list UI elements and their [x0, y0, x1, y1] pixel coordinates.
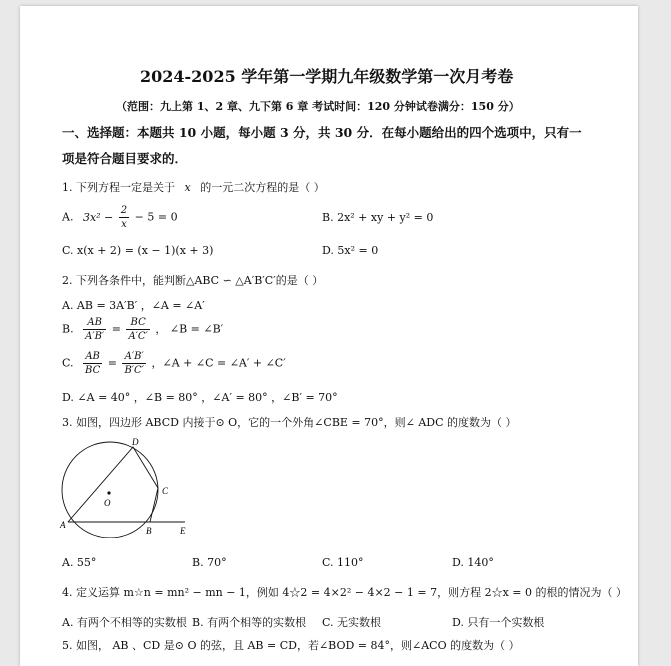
- q2-option-b: [62, 316, 223, 343]
- q3-option-a: A. 55°: [62, 556, 97, 569]
- q1-a-fraction: [119, 204, 129, 231]
- q2-b-f2-den: A′C′: [128, 331, 148, 342]
- q1-stem-a: 1. 下列方程一定是关于: [62, 181, 175, 194]
- q3-option-d: D. 140°: [452, 556, 494, 569]
- question-4-stem: 4. 定义运算 m☆n = mn² − mn − 1，例如 4☆2 = 4×2² − 4×2 − 1 = 7，则方程 2☆x = 0 的根的情况为（ ）: [62, 586, 627, 599]
- q2-c-f2-num: A′B′: [122, 350, 146, 364]
- q2-c-fraction-2: [122, 350, 146, 377]
- q2-option-d: D. ∠A = 40° ，∠B = 80° ，∠A′ = 80° ，∠B′ = 70°: [62, 391, 338, 404]
- q2-b-f2-num: BC: [126, 316, 149, 330]
- q2-c-f1-den: BC: [85, 365, 101, 376]
- label-b: B: [146, 526, 152, 536]
- section-heading-line2: 项是符合题目要求的．: [62, 151, 188, 166]
- q2-b-label: B.: [62, 322, 74, 336]
- q1-option-d: D. 5x² = 0: [322, 244, 379, 257]
- q2-c-post: ，∠A + ∠C = ∠A′ + ∠C′: [151, 356, 286, 370]
- center-point-o: [107, 491, 110, 494]
- q1-a-frac-num: 2: [120, 205, 128, 216]
- q1-a-frac-den: x: [121, 219, 127, 230]
- q3-option-c: C. 110°: [322, 556, 364, 569]
- question-5-stem: 5. 如图， AB 、CD 是⊙ O 的弦，且 AB = CD，若∠BOD = 84°，则∠ACO 的度数为（ ）: [62, 639, 520, 652]
- exam-subtitle: （范围：九上第 1、2 章、九下第 6 章 考试时间：120 分钟试卷满分：150 分）: [116, 100, 520, 113]
- label-d: D: [132, 437, 139, 447]
- section-heading-line1: 一、选择题：本题共 10 小题，每小题 3 分，共 30 分．在每小题给出的四个选项中，只有一: [62, 125, 582, 140]
- q2-c-f1-num: AB: [83, 350, 102, 364]
- question-1-stem: [62, 179, 325, 195]
- q4-option-a: A. 有两个不相等的实数根: [62, 616, 187, 629]
- q1-var: x: [184, 181, 191, 194]
- q2-b-fraction-2: [126, 316, 149, 343]
- q2-b-post: ， ∠B = ∠B′: [155, 322, 224, 336]
- label-a: A: [60, 520, 66, 530]
- q4-option-c: C. 无实数根: [322, 616, 382, 629]
- q3-figure-circle-quadrilateral: [58, 436, 198, 538]
- q4-option-b: B. 有两个相等的实数根: [192, 616, 307, 629]
- q2-c-fraction-1: [83, 350, 102, 377]
- q1-option-c: C. x(x + 2) = (x − 1)(x + 3): [62, 244, 214, 257]
- q2-b-f1-num: AB: [83, 316, 106, 330]
- q2-option-a: A. AB = 3A′B′ ，∠A = ∠A′: [62, 299, 205, 312]
- q2-c-label: C.: [62, 356, 74, 370]
- q2-option-c: [62, 350, 286, 377]
- q1-stem-b: 的一元二次方程的是（ ）: [200, 181, 325, 194]
- q3-option-b: B. 70°: [192, 556, 227, 569]
- exam-page: [20, 6, 638, 666]
- label-c: C: [162, 486, 169, 496]
- q1-a-label: A.: [62, 210, 74, 224]
- circle-o: [62, 442, 158, 538]
- q2-c-f2-den: B′C′: [124, 365, 144, 376]
- q1-a-post: − 5 = 0: [134, 210, 178, 224]
- question-2-stem: 2. 下列各条件中，能判断△ABC ∽ △A′B′C′的是（ ）: [62, 274, 324, 287]
- q2-c-equals: =: [107, 356, 117, 370]
- q1-option-b: B. 2x² + xy + y² = 0: [322, 211, 434, 224]
- exam-title: 2024-2025 学年第一学期九年级数学第一次月考卷: [140, 67, 514, 86]
- q2-b-f1-den: A′B′: [85, 331, 105, 342]
- q2-b-equals: =: [111, 322, 121, 336]
- q1-a-pre: 3x² −: [82, 210, 114, 224]
- question-3-stem: 3. 如图，四边形 ABCD 内接于⊙ O，它的一个外角∠CBE = 70°，则∠ ADC 的度数为（ ）: [62, 416, 517, 429]
- q4-option-d: D. 只有一个实数根: [452, 616, 545, 629]
- q1-option-a: [62, 204, 178, 231]
- label-e: E: [180, 526, 186, 536]
- quadrilateral-abcd: [68, 447, 158, 522]
- label-o: O: [104, 498, 111, 508]
- q2-b-fraction-1: [83, 316, 106, 343]
